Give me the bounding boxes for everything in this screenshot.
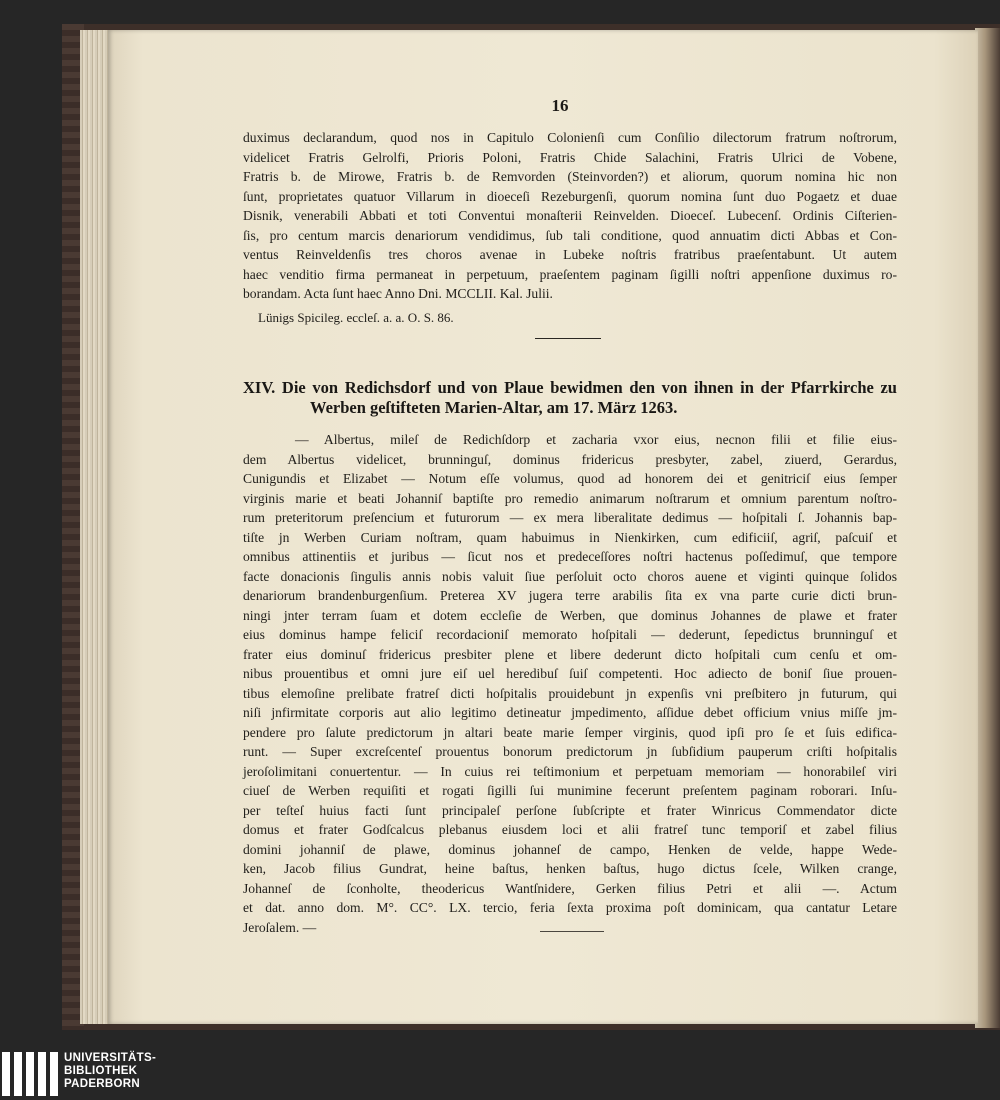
section-heading-line-2: Werben geſtifteten Marien-Altar, am 17. März 1263. [310,398,678,417]
text-line: eius dominus hampe feliciſ recordacioniſ memorato hoſpitali — dederunt, ſepedictus brunninguſ et [243,627,897,642]
text-line: Cunigundis et Elizabet — Notum eſſe volumus, quod ad honorem dei et genitriciſ eius ſemper [243,471,897,486]
text-line: pendere pro ſalute predictorum jn altari beate marie ſemper virginis, quod ipſi pro ſe et ſuis edifica- [243,724,897,740]
text-line: haec venditio firma permaneat in perpetuum, praeſentem paginam ſigilli noſtri appenſione duximus ro- [243,266,897,282]
text-line: ken, Jacob filius Gundrat, heine baſtus, henken baſtus, hugo dictus ſcele, Wilken crange, [243,861,897,876]
text-line: Disnik, venerabili Abbati et toti Conventui monaſterii Reinvelden. Dioeceſ. Lubecenſ. Ordinis Ciſterien- [243,208,897,223]
text-line: ningi jnter terram ſuam et dotem eccleſie de Werben, que dominus Johannes de plawe et frater [243,607,897,623]
text-line: dem Albertus videlicet, brunninguſ, dominus fridericus presbyter, zabel, ziuerd, Gerardus, [243,451,897,467]
text-line: frater eius dominuſ fridericus presbiter plene et libere dederunt dicto hoſpitali cum cenſu et om- [243,646,897,662]
text-line: ſunt, proprietates quatuor Villarum in dioeceſi Rezeburgenſi, quorum nomina ſunt duo Pogaetz et duae [243,188,897,204]
text-line: Jeroſalem. — [243,919,317,935]
text-line: nibus prouentibus et omni jure eiſ uel heredibuſ ſuiſ competenti. Hoc adiecto de boniſ ſiue prouen- [243,666,897,681]
section-divider [535,338,601,339]
text-line: omnibus attinentiis et juribus — ſicut nos et predeceſſores noſtri hactenus poſſedimuſ, que tempore [243,549,897,564]
library-logo-mark [0,1050,60,1098]
logo-text-line-1: UNIVERSITÄTS- [64,1052,157,1064]
text-line: domus et frater Godſcalcus plebanus eiusdem loci et alii fratreſ tunc temporiſ et zabel filius [243,822,897,837]
text-line: et dat. anno dom. M°. CC°. LX. tercio, feria ſexta proxima poſt dominicam, qua cantatur Letare [243,900,897,915]
text-line: per teſteſ huius facti ſunt principaleſ perſone ſubſcripte et frater Winricus Commendator dicte [243,802,897,818]
binding-edge [975,28,1000,1028]
text-line: niſi jnfirmitate corporis aut alio legitimo detineatur jmpedimento, aſſidue debet officium vnius miſſe jm- [243,705,897,720]
paragraph-1 [243,128,897,304]
text-line: Johanneſ de ſconholte, theodericus Wantſnidere, Gerken filius Petri et alii —. Actum [243,880,897,896]
text-line: ventus Reinveldenſis tres choros avenae in Lubeke noſtris fratribus praeſentabunt. Ut autem [243,247,897,262]
text-line: ſis, pro centum marcis denariorum vendidimus, ſub tali conditione, quod annuatim dicti Abbas et Con- [243,227,897,243]
section-heading-line-1: XIV. Die von Redichsdorf und von Plaue bewidmen den von ihnen in der Pfarrkirche zu [243,378,897,397]
text-line: domini johanniſ de plawe, dominus johanneſ de campo, Henken de velde, happe Wede- [243,841,897,857]
text-line: borandam. Acta ſunt haec Anno Dni. MCCLII. Kal. Julii. [243,286,553,301]
page-stack-edge [80,30,110,1024]
text-line: runt. — Super excreſcenteſ prouentus bonorum predictorum jn ſubſidium pauperum criſti hoſpitalis [243,744,897,759]
text-line: videlicet Fratris Gelrolfi, Prioris Poloni, Fratris Chide Salachini, Fratris Ulrici de Vobene, [243,149,897,165]
text-line: duximus declarandum, quod nos in Capitulo Colonienſi cum Conſilio dilectorum fratrum noſtrorum, [243,130,897,145]
paragraph-2 [243,430,897,937]
page-number: 16 [551,96,569,115]
text-line: facte donacionis ſingulis annis nobis valuit ſiue perſoluit octo choros auene et viginti quinque ſolidos [243,568,897,584]
text-line: jeroſolimitani conuertentur. — In cuius rei teſtimonium et perpetuam memoriam — honorabileſ viri [243,763,897,779]
text-line: tiſte jn Werben Curiam noſtram, quam habuimus in Nienkirken, cum edificiiſ, agriſ, paſcuiſ et [243,529,897,545]
logo-text-line-3: PADERBORN [64,1078,140,1090]
citation: Lünigs Spicileg. eccleſ. a. a. O. S. 86. [258,310,454,325]
text-line: Fratris b. de Mirowe, Fratris b. de Remvorden (Steinvorden?) et aliorum, quorum nomina hic non [243,169,897,184]
end-divider [540,931,604,932]
text-line: rum preteritorum preſencium et futurorum — ex mera liberalitate dedimus — hoſpitali ſ. Johannis bap- [243,510,897,525]
text-line: virginis marie et beati Johanniſ baptiſte pro remedio animarum noſtrarum et omnium parentum noſtro- [243,490,897,506]
text-line: denariorum brandenburgenſium. Preterea XV jugera terre arabilis ſita ex vna parte curie dicti brun- [243,588,897,603]
text-line: tibus elemoſine prelibate fratreſ dicti hoſpitalis prouidebunt jn expenſis vni preſbitero jn futurum, qui [243,685,897,701]
logo-text-line-2: BIBLIOTHEK [64,1065,138,1077]
text-line: — Albertus, mileſ de Redichſdorp et zacharia vxor eius, necnon filii et filie eius- [295,432,897,447]
text-line: ciueſ de Werben requiſiti et rogati ſigilli ſui munimine fecerunt preſentem paginam roborari. Inſu- [243,783,897,798]
